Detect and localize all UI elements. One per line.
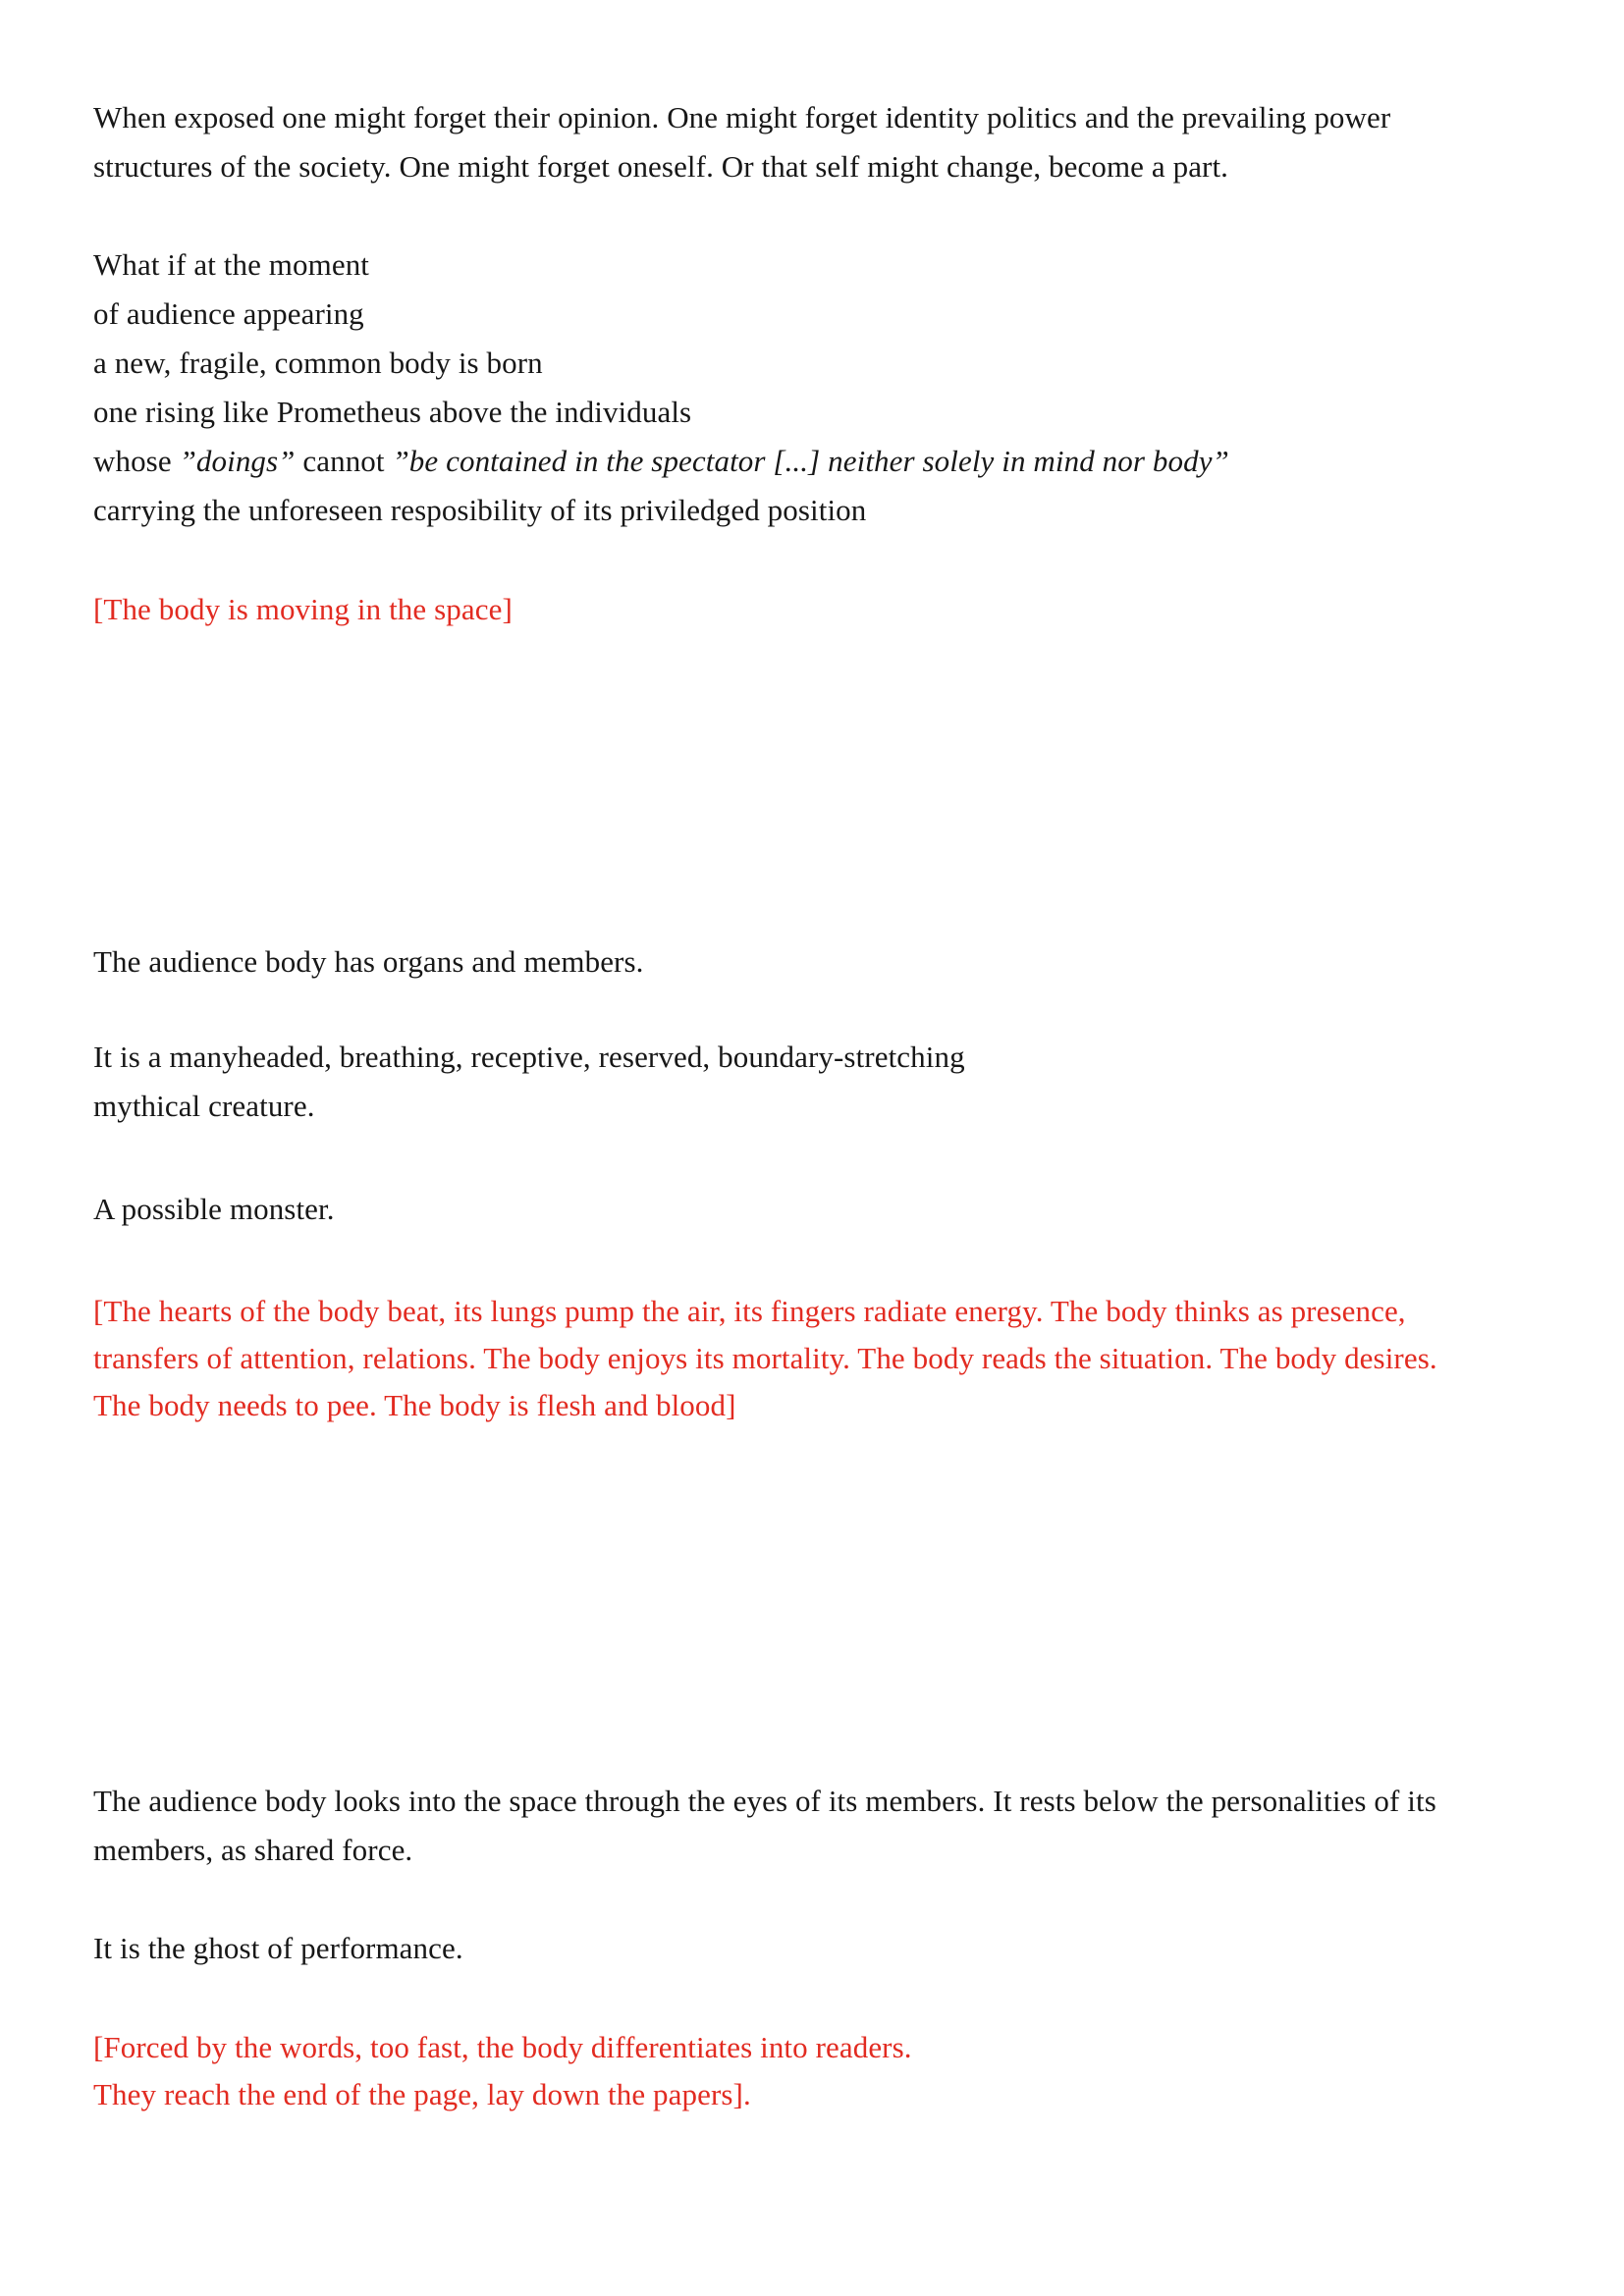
text-line (93, 1924, 1536, 1973)
text-line (93, 2024, 1536, 2071)
text-line (93, 142, 1536, 191)
text-line (93, 1382, 1536, 1429)
text-segment: ”doings” (179, 444, 296, 478)
text-segment: A possible monster. (93, 1192, 335, 1226)
text-segment: transfers of attention, relations. The body enjoys its mortality. The body reads the situation. The body desires. (93, 1341, 1437, 1375)
text-segment: [The body is moving in the space] (93, 592, 513, 626)
text-segment: They reach the end of the page, lay down the papers]. (93, 2077, 751, 2111)
text-line (93, 1777, 1536, 1826)
text-line (93, 339, 1536, 388)
text-segment: of audience appearing (93, 296, 364, 331)
red-forced-by-words (93, 2024, 1536, 2118)
text-line (93, 486, 1536, 535)
text-line (93, 1185, 1536, 1234)
text-segment: a new, fragile, common body is born (93, 346, 543, 380)
text-line (93, 93, 1536, 142)
text-segment: ”be contained in the spectator [...] neither solely in mind nor body” (392, 444, 1229, 478)
text-segment: carrying the unforeseen resposibility of its priviledged position (93, 493, 867, 527)
text-segment: The audience body has organs and members. (93, 944, 644, 979)
text-segment: mythical creature. (93, 1089, 315, 1123)
text-line (93, 1033, 1536, 1082)
text-segment: structures of the society. One might forget oneself. Or that self might change, become a part. (93, 149, 1229, 184)
text-segment: [The hearts of the body beat, its lungs pump the air, its fingers radiate energy. The body thinks as presence, (93, 1294, 1406, 1328)
text-segment: It is the ghost of performance. (93, 1931, 463, 1965)
para-manyheaded (93, 1033, 1536, 1131)
text-segment: cannot (295, 444, 393, 478)
para-possible-monster (93, 1185, 1536, 1234)
para-looks-into-space (93, 1777, 1536, 1875)
text-segment: What if at the moment (93, 247, 370, 282)
text-line (93, 437, 1536, 486)
text-line (93, 2071, 1536, 2118)
red-body-moving (93, 586, 1536, 633)
para-what-if (93, 240, 1536, 535)
red-hearts-beat (93, 1288, 1536, 1429)
text-line (93, 1288, 1536, 1335)
text-line (93, 1826, 1536, 1875)
text-segment: [Forced by the words, too fast, the body differentiates into readers. (93, 2030, 912, 2064)
para-organs-members (93, 937, 1536, 987)
para-ghost-of-performance (93, 1924, 1536, 1973)
text-line (93, 1335, 1536, 1382)
text-line (93, 388, 1536, 437)
text-segment: The body needs to pee. The body is flesh and blood] (93, 1388, 736, 1422)
text-line (93, 1082, 1536, 1131)
text-line (93, 937, 1536, 987)
para-when-exposed (93, 93, 1536, 191)
text-line (93, 290, 1536, 339)
text-line (93, 240, 1536, 290)
text-line (93, 586, 1536, 633)
text-segment: whose (93, 444, 180, 478)
text-segment: It is a manyheaded, breathing, receptive, reserved, boundary-stretching (93, 1040, 965, 1074)
text-segment: one rising like Prometheus above the individuals (93, 395, 692, 429)
text-segment: members, as shared force. (93, 1833, 413, 1867)
text-segment: When exposed one might forget their opinion. One might forget identity politics and the prevailing power (93, 100, 1391, 134)
text-segment: The audience body looks into the space through the eyes of its members. It rests below the personalities of its (93, 1784, 1436, 1818)
